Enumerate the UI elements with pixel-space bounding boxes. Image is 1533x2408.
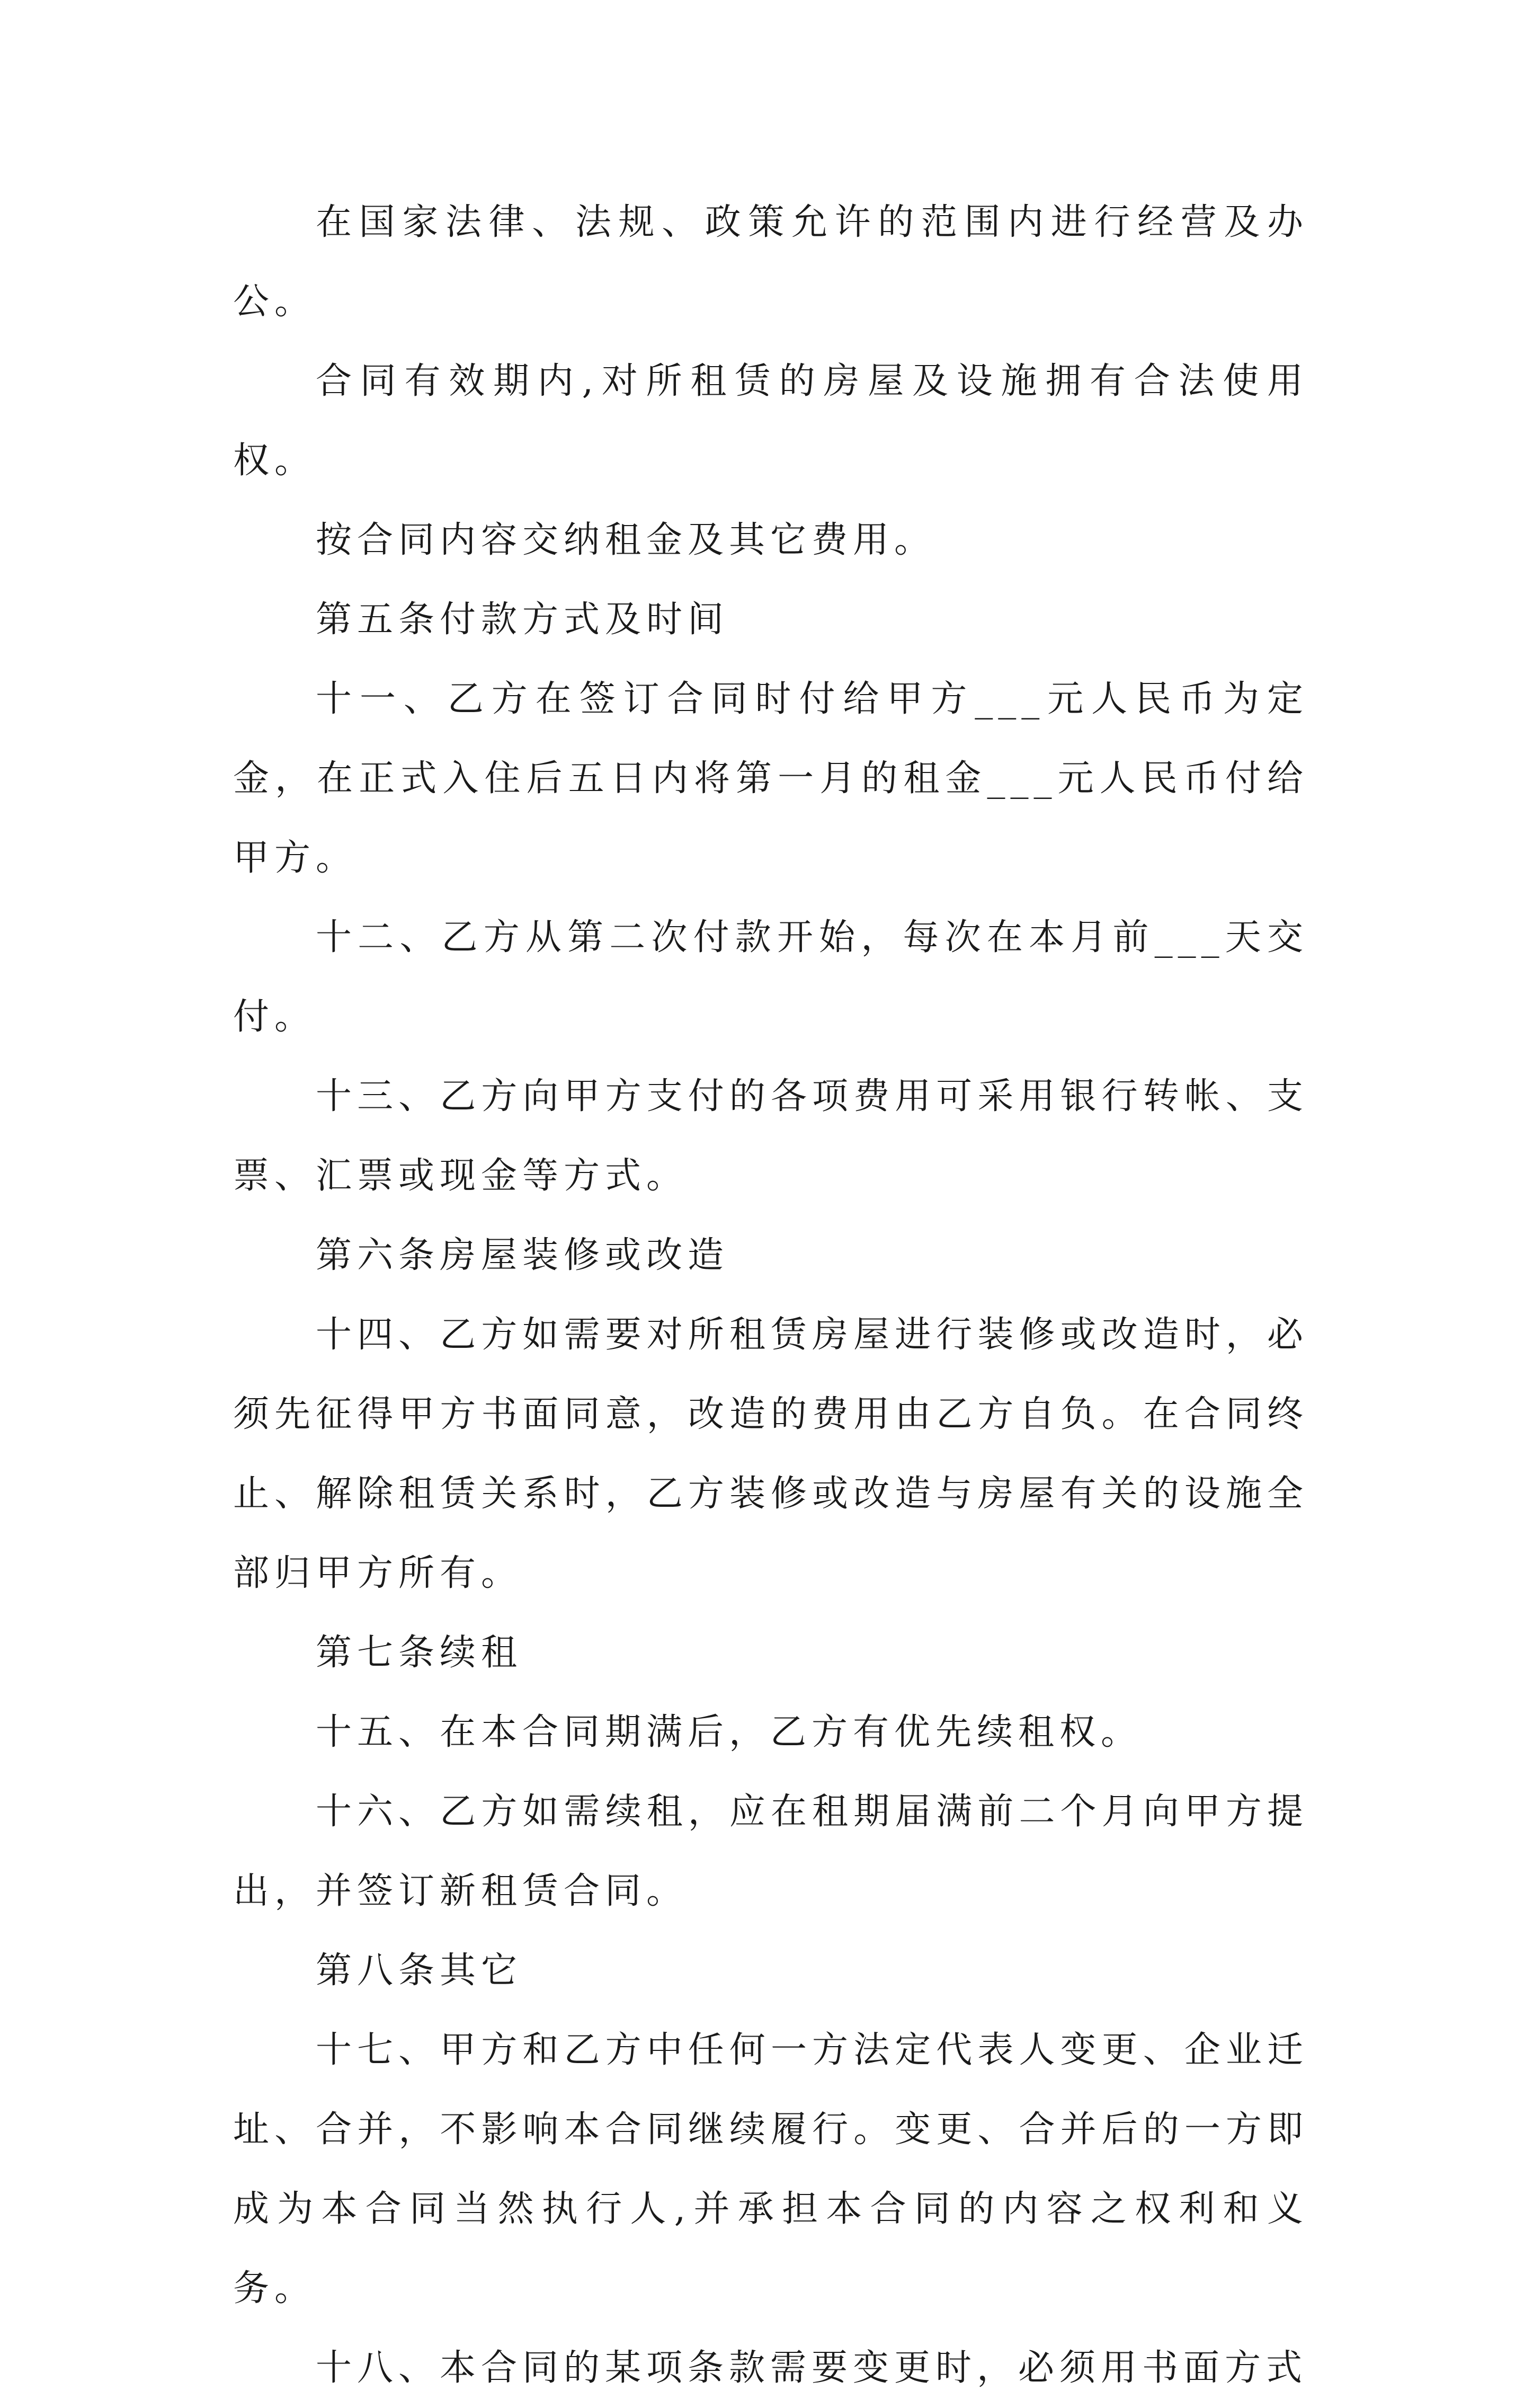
clause-13: 十三、乙方向甲方支付的各项费用可采用银行转帐、支票、汇票或现金等方式。 xyxy=(233,1076,1308,1197)
clause-18: 十八、本合同的某项条款需要变更时，必须用书面方式 xyxy=(316,2347,1308,2389)
clause-16: 十六、乙方如需续租，应在租期届满前二个月向甲方提出，并签订新租赁合同。 xyxy=(233,1791,1308,1912)
paragraph-scope-of-use: 在国家法律、法规、政策允许的范围内进行经营及办公。 xyxy=(233,201,1308,323)
paragraph-pay-rent: 按合同内容交纳租金及其它费用。 xyxy=(316,519,936,561)
clause-17: 十七、甲方和乙方中任何一方法定代表人变更、企业迁址、合并，不影响本合同继续履行。变更、合并后的一方即成为本合同当然执行人,并承担本合同的内容之权利和义务。 xyxy=(233,2029,1308,2309)
clause-14: 十四、乙方如需要对所租赁房屋进行装修或改造时，必须先征得甲方书面同意，改造的费用由乙方自负。在合同终止、解除租赁关系时，乙方装修或改造与房屋有关的设施全部归甲方所有。 xyxy=(233,1314,1308,1594)
clause-11: 十一、乙方在签订合同时付给甲方___元人民币为定金，在正式入住后五日内将第一月的租金___元人民币付给甲方。 xyxy=(233,678,1308,879)
document-body xyxy=(233,183,1308,2408)
clause-15: 十五、在本合同期满后，乙方有优先续租权。 xyxy=(316,1711,1143,1753)
section-heading-renovation: 第六条房屋装修或改造 xyxy=(316,1234,729,1276)
section-heading-payment: 第五条付款方式及时间 xyxy=(316,599,729,641)
section-heading-renewal: 第七条续租 xyxy=(316,1632,523,1674)
clause-12: 十二、乙方从第二次付款开始，每次在本月前___天交付。 xyxy=(233,917,1308,1038)
section-heading-other: 第八条其它 xyxy=(316,1950,523,1992)
paragraph-right-of-use: 合同有效期内,对所租赁的房屋及设施拥有合法使用权。 xyxy=(233,360,1308,482)
